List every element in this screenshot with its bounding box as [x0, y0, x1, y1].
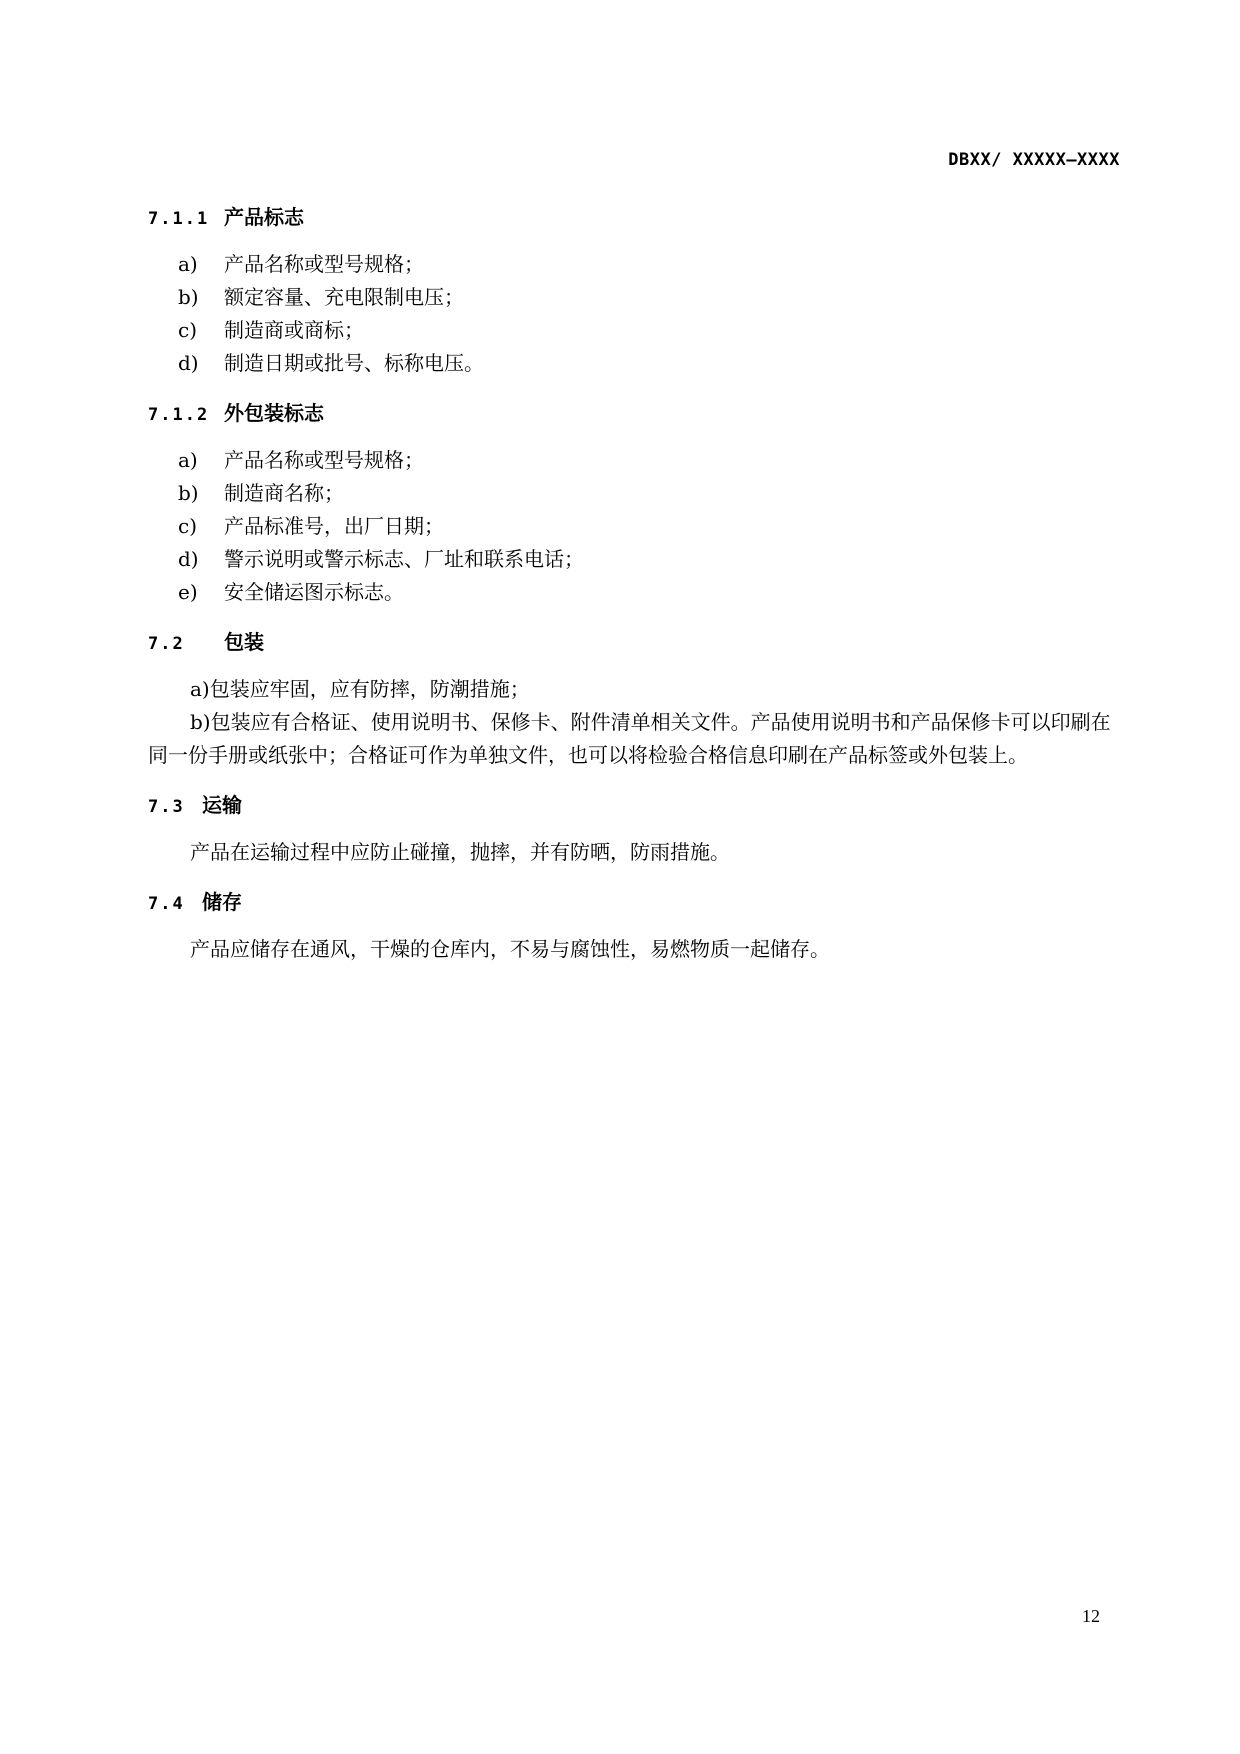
section-number: 7.2	[148, 634, 185, 654]
section-number: 7.3	[148, 797, 185, 817]
list-marker: a)	[178, 252, 198, 276]
list-marker: d)	[178, 351, 199, 375]
paragraph: a)包装应牢固，应有防摔，防潮措施；	[190, 677, 530, 701]
section-number: 7.1.2	[148, 405, 210, 425]
section-heading-7-1-1	[148, 200, 1123, 234]
list-marker: d)	[178, 547, 199, 571]
document-code: DBXX/ XXXXX—XXXX	[948, 150, 1120, 170]
list-item-text: 安全储运图示标志。	[224, 580, 404, 604]
section-title: 包装	[224, 630, 264, 654]
section-title: 产品标志	[224, 205, 304, 229]
list-marker: c)	[178, 514, 198, 538]
list-item	[148, 444, 1123, 477]
paragraph: 产品在运输过程中应防止碰撞，抛摔，并有防晒，防雨措施。	[190, 840, 730, 864]
list-marker: c)	[178, 318, 198, 342]
list-item-text: 产品名称或型号规格；	[224, 252, 424, 276]
list-item	[148, 477, 1123, 510]
section-number: 7.4	[148, 894, 185, 914]
list-item	[148, 281, 1123, 314]
list-item	[148, 510, 1123, 543]
section-title: 外包装标志	[224, 401, 324, 425]
list-marker: e)	[178, 580, 198, 604]
paragraph: 产品应储存在通风，干燥的仓库内，不易与腐蚀性，易燃物质一起储存。	[190, 937, 830, 961]
transport-text	[148, 836, 1123, 869]
section-heading-7-2	[148, 625, 1123, 659]
list-item	[148, 314, 1123, 347]
packaging-text	[148, 673, 1123, 772]
storage-text	[148, 933, 1123, 966]
list-item-text: 制造商或商标；	[224, 318, 364, 342]
list-item	[148, 248, 1123, 281]
section-title: 运输	[202, 793, 242, 817]
list-item	[148, 543, 1123, 576]
list-item-text: 制造商名称；	[224, 481, 344, 505]
list-item-text: 产品标准号，出厂日期；	[224, 514, 444, 538]
section-title: 储存	[202, 890, 242, 914]
list-item	[148, 576, 1123, 609]
section-heading-7-1-2	[148, 396, 1123, 430]
product-marking-list	[148, 248, 1123, 380]
list-item-text: 额定容量、充电限制电压；	[224, 285, 464, 309]
list-marker: b)	[178, 481, 199, 505]
list-item-text: 产品名称或型号规格；	[224, 448, 424, 472]
section-heading-7-4	[148, 885, 1123, 919]
section-number: 7.1.1	[148, 209, 210, 229]
section-heading-7-3	[148, 788, 1123, 822]
page-number: 12	[1082, 1606, 1100, 1626]
list-marker: a)	[178, 448, 198, 472]
list-marker: b)	[178, 285, 199, 309]
paragraph: b)包装应有合格证、使用说明书、保修卡、附件清单相关文件。产品使用说明书和产品保修卡可以印刷在同一份手册或纸张中；合格证可作为单独文件，也可以将检验合格信息印刷在产品标签或外包装上。	[148, 710, 1111, 767]
document-body	[148, 200, 1123, 982]
list-item-text: 制造日期或批号、标称电压。	[224, 351, 484, 375]
list-item-text: 警示说明或警示标志、厂址和联系电话；	[224, 547, 584, 571]
list-item	[148, 347, 1123, 380]
outer-package-marking-list	[148, 444, 1123, 609]
